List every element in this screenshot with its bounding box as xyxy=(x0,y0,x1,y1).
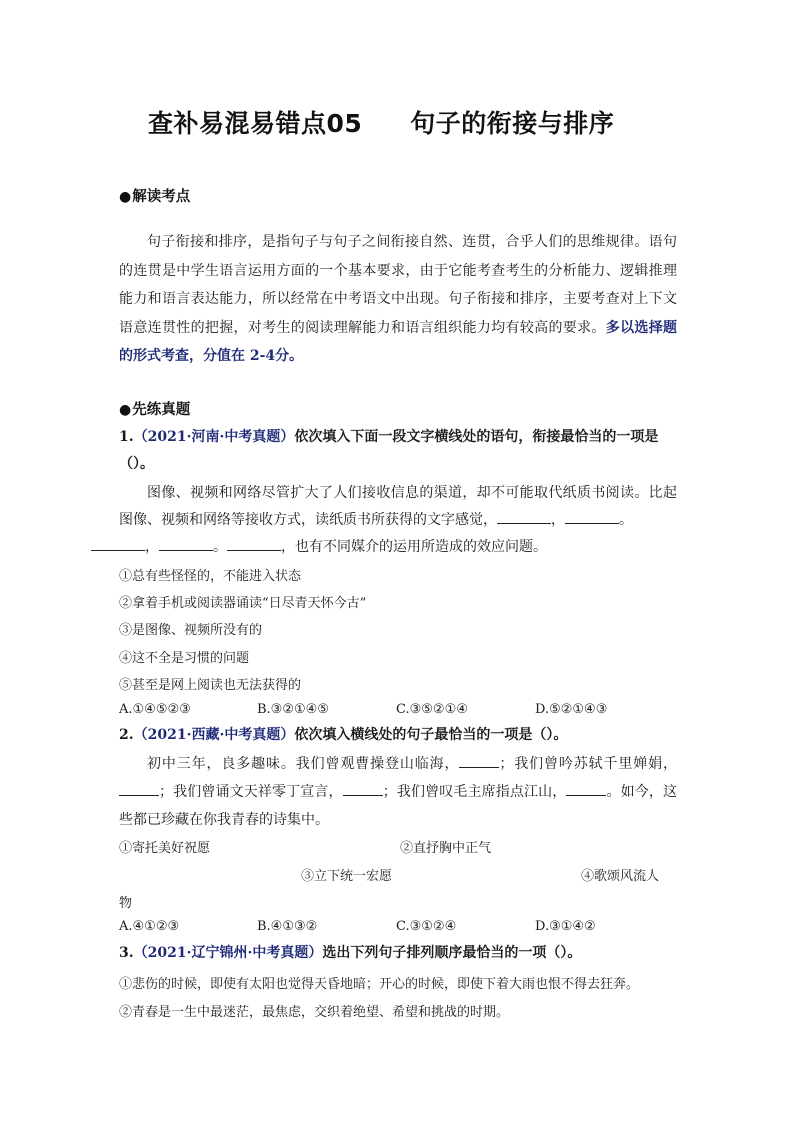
list-item: ①寄托美好祝愿 xyxy=(119,841,211,856)
section-heading-practice: ●先练真题 xyxy=(119,402,191,418)
option-d[interactable]: D.⑤②①④③ xyxy=(535,702,608,717)
question-1-passage: 图像、视频和网络尽管扩大了人们接收信息的渠道，却不可能取代纸质书阅读。比起图像、视频和网络等接收方式，读纸质书所获得的文字感觉， ， 。 ， 。 ，也有不同媒介的运用所造成的效应问题。 xyxy=(119,480,677,561)
option-d[interactable]: D.③①④② xyxy=(535,919,596,934)
score-highlight: 多以选择题的形式考查，分值在 2-4分。 xyxy=(119,319,678,364)
question-source: （2021·西藏·中考真题） xyxy=(133,727,295,743)
title-main: 查补易混易错点05 xyxy=(148,109,363,138)
list-item: ③立下统一宏愿 xyxy=(301,869,393,884)
title-sub: 句子的衔接与排序 xyxy=(410,109,615,138)
answer-blank[interactable] xyxy=(565,509,619,524)
bullet-icon: ● xyxy=(119,189,132,205)
list-item: ③是图像、视频所没有的 xyxy=(119,623,263,638)
answer-blank[interactable] xyxy=(159,536,213,551)
option-c[interactable]: C.③⑤②①④ xyxy=(396,702,468,717)
question-source: （2021·河南·中考真题） xyxy=(133,429,295,445)
question-2-stem: 2.（2021·西藏·中考真题）依次填入横线处的句子最恰当的一项是（）。 xyxy=(119,727,568,743)
list-item: ②拿着手机或阅读器诵读“日尽青天怀今古” xyxy=(119,596,367,611)
answer-blank[interactable] xyxy=(227,536,281,551)
list-item: ④这不全是习惯的问题 xyxy=(119,651,250,666)
answer-blank[interactable] xyxy=(343,781,383,796)
option-b[interactable]: B.④①③② xyxy=(257,919,318,934)
list-item: ②青春是一生中最迷茫，最焦虑，交织着绝望、希望和挑战的时期。 xyxy=(119,1005,510,1020)
answer-blank[interactable] xyxy=(497,509,551,524)
list-item: 物 xyxy=(119,896,133,911)
list-item: ①总有些怪怪的，不能进入状态 xyxy=(119,569,302,584)
option-b[interactable]: B.③②①④⑤ xyxy=(257,702,329,717)
question-3-stem: 3.（2021·辽宁锦州·中考真题）选出下列句子排列顺序最恰当的一项（）。 xyxy=(119,945,582,961)
page-title xyxy=(148,104,648,140)
analysis-paragraph: 句子衔接和排序，是指句子与句子之间衔接自然、连贯，合乎人们的思维规律。语句的连贯是中学生语言运用方面的一个基本要求，由于它能考查考生的分析能力、逻辑推理能力和语言表达能力，所以经常在中考语文中出现。句子衔接和排序，主要考查对上下文语意连贯性的把握，对考生的阅读理解能力和语言组织能力均有较高的要求。多以选择题的形式考查，分值在 2-4分。 xyxy=(119,234,678,364)
section-heading-analysis: ●解读考点 xyxy=(119,189,191,205)
option-a[interactable]: A.①④⑤②③ xyxy=(119,702,191,717)
list-item: ④歌颂风流人 xyxy=(581,869,660,884)
list-item: ①悲伤的时候，即使有太阳也觉得天昏地暗；开心的时候，即使下着大雨也恨不得去狂奔。 xyxy=(119,977,640,992)
answer-blank[interactable] xyxy=(119,781,159,796)
bullet-icon: ● xyxy=(119,402,132,418)
answer-blank[interactable] xyxy=(91,536,145,551)
option-c[interactable]: C.③①②④ xyxy=(396,919,457,934)
question-1-stem: 1.（2021·河南·中考真题）依次填入下面一段文字横线处的语句，衔接最恰当的一项是（）。 xyxy=(119,429,659,472)
answer-blank[interactable] xyxy=(566,781,606,796)
question-source: （2021·辽宁锦州·中考真题） xyxy=(133,945,323,961)
question-2-passage: 初中三年，良多趣味。我们曾观曹操登山临海， ；我们曾吟苏轼千里婵娟，；我们曾诵文天祥零丁宣言， ；我们曾叹毛主席指点江山， 。如今，这些都已珍藏在你我青春的诗集中。 xyxy=(119,750,677,834)
answer-blank[interactable] xyxy=(459,753,499,768)
list-item: ⑤甚至是网上阅读也无法获得的 xyxy=(119,678,302,693)
list-item: ②直抒胸中正气 xyxy=(400,841,492,856)
option-a[interactable]: A.④①②③ xyxy=(119,919,180,934)
